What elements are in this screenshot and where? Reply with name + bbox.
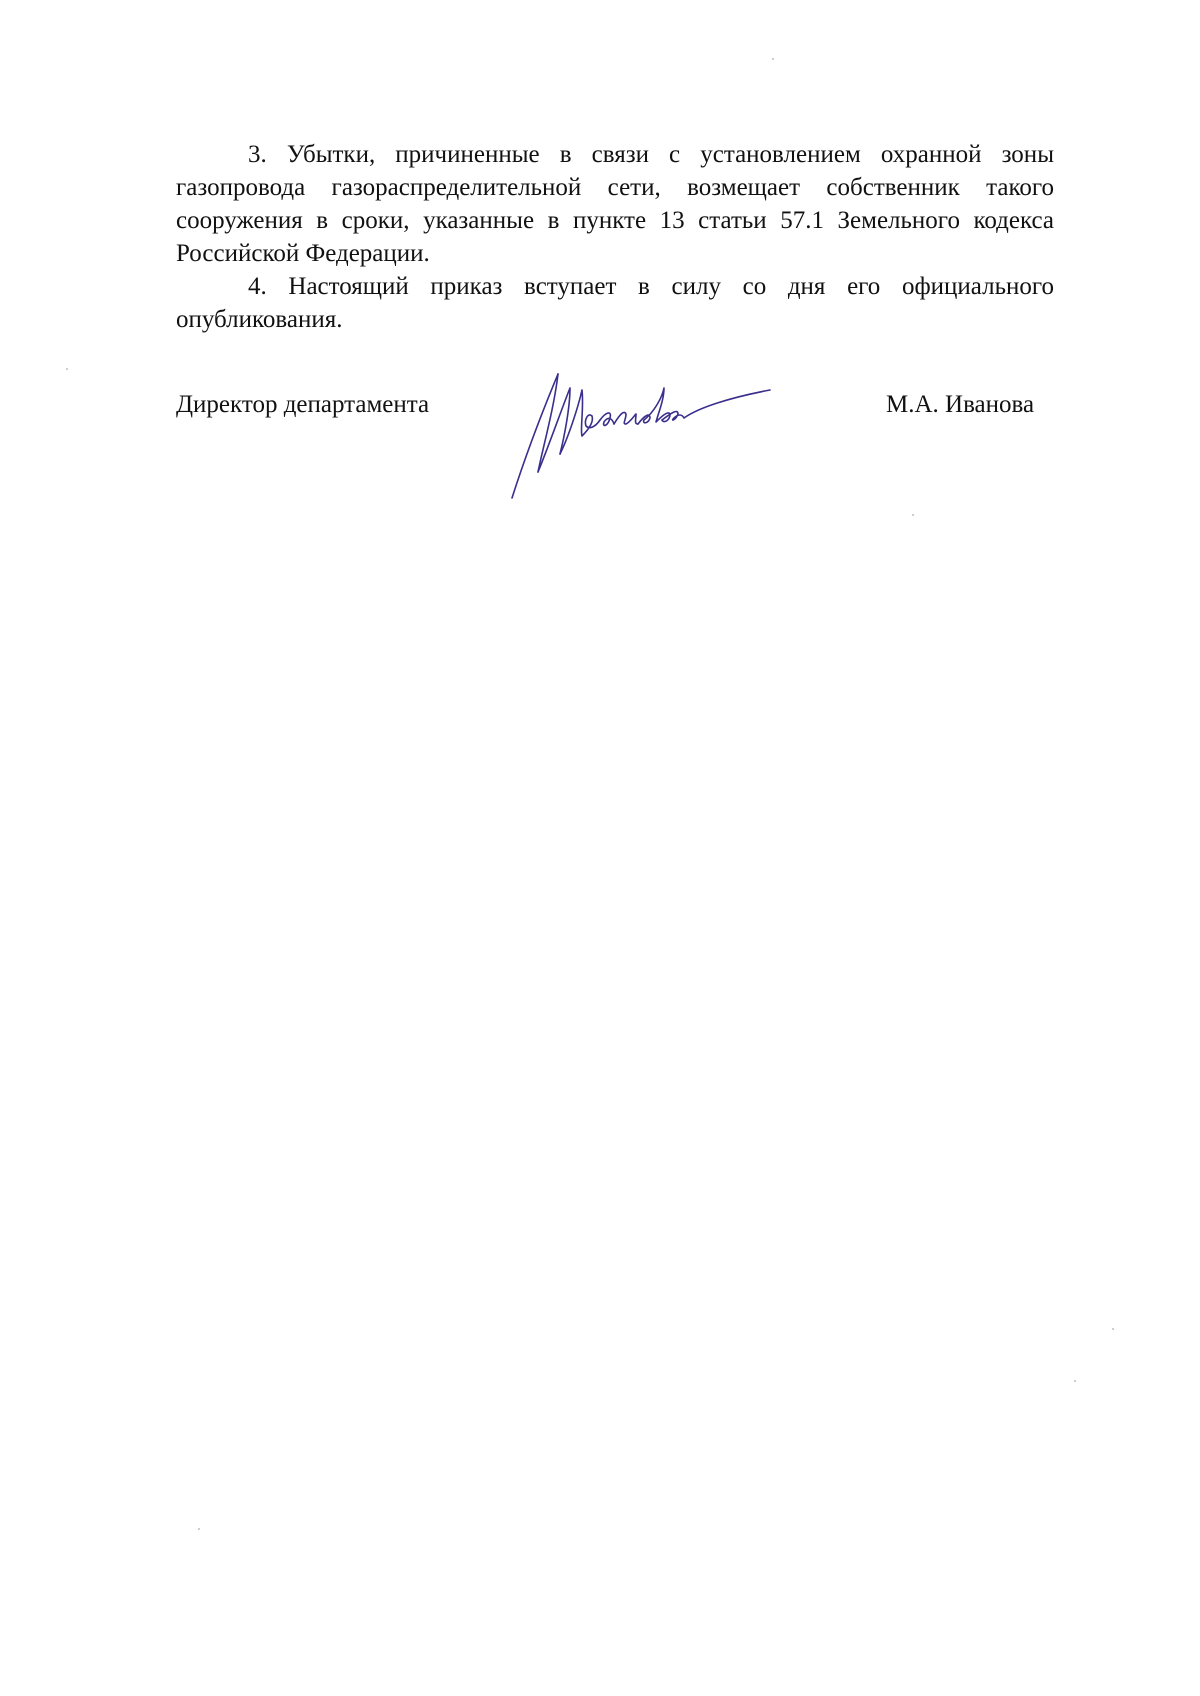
handwritten-signature — [508, 368, 778, 508]
document-body — [176, 138, 1054, 336]
scan-speck — [198, 1528, 200, 1530]
signatory-title: Директор департамента — [176, 391, 430, 418]
signatory-name: М.А. Иванова — [886, 391, 1035, 418]
paragraph-3: 3. Убытки, причиненные в связи с установлением охранной зоны газопровода газораспределительной сети, возмещает собственник такого сооружения в сроки, указанные в пункте 13 статьи 57.1 Земельного кодекса Российской Федерации. — [176, 141, 1054, 267]
scan-speck — [1074, 1380, 1076, 1382]
scan-speck — [772, 58, 774, 60]
scan-speck — [66, 368, 68, 370]
scan-speck — [1112, 1328, 1114, 1330]
paragraph-4: 4. Настоящий приказ вступает в силу со дня его официального опубликования. — [176, 273, 1054, 333]
signature-text: Иванова — [508, 368, 512, 369]
scan-speck — [912, 514, 914, 516]
